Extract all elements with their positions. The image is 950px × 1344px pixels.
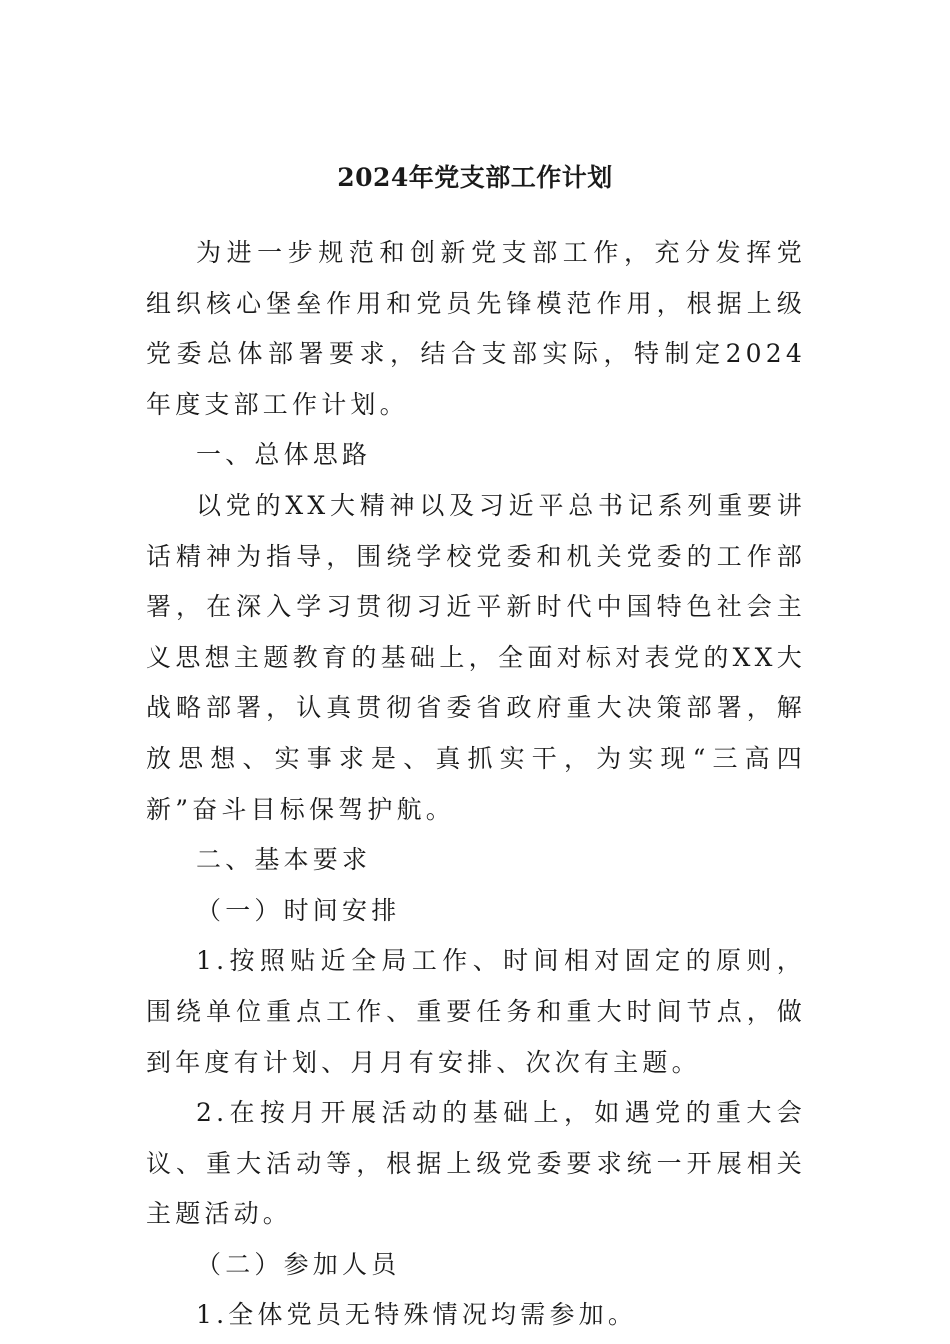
subsection-heading-participants: （二）参加人员	[196, 1249, 401, 1279]
document-title: 2024年党支部工作计划	[337, 163, 613, 192]
subsection-heading-time-arrangement: （一）时间安排	[196, 895, 401, 925]
document-body	[146, 228, 806, 1341]
overall-approach-paragraph: 以党的XX大精神以及习近平总书记系列重要讲话精神为指导，围绕学校党委和机关党委的工作部署，在深入学习贯彻习近平新时代中国特色社会主义思想主题教育的基础上，全面对标对表党的XX大战略部署，认真贯彻省委省政府重大决策部署，解放思想、实事求是、真抓实干，为实现“三高四新”奋斗目标保驾护航。	[146, 490, 806, 824]
section-heading-basic-requirements: 二、基本要求	[196, 845, 372, 875]
time-arrangement-item-1: 1.按照贴近全局工作、时间相对固定的原则，围绕单位重点工作、重要任务和重大时间节点，做到年度有计划、月月有安排、次次有主题。	[146, 946, 806, 1077]
time-arrangement-item-2: 2.在按月开展活动的基础上，如遇党的重大会议、重大活动等，根据上级党委要求统一开展相关主题活动。	[146, 1098, 806, 1229]
participants-item-1: 1.全体党员无特殊情况均需参加。	[196, 1300, 638, 1330]
intro-paragraph: 为进一步规范和创新党支部工作，充分发挥党组织核心堡垒作用和党员先锋模范作用，根据上级党委总体部署要求，结合支部实际，特制定2024年度支部工作计划。	[146, 238, 806, 419]
section-heading-overall-approach: 一、总体思路	[196, 440, 372, 470]
